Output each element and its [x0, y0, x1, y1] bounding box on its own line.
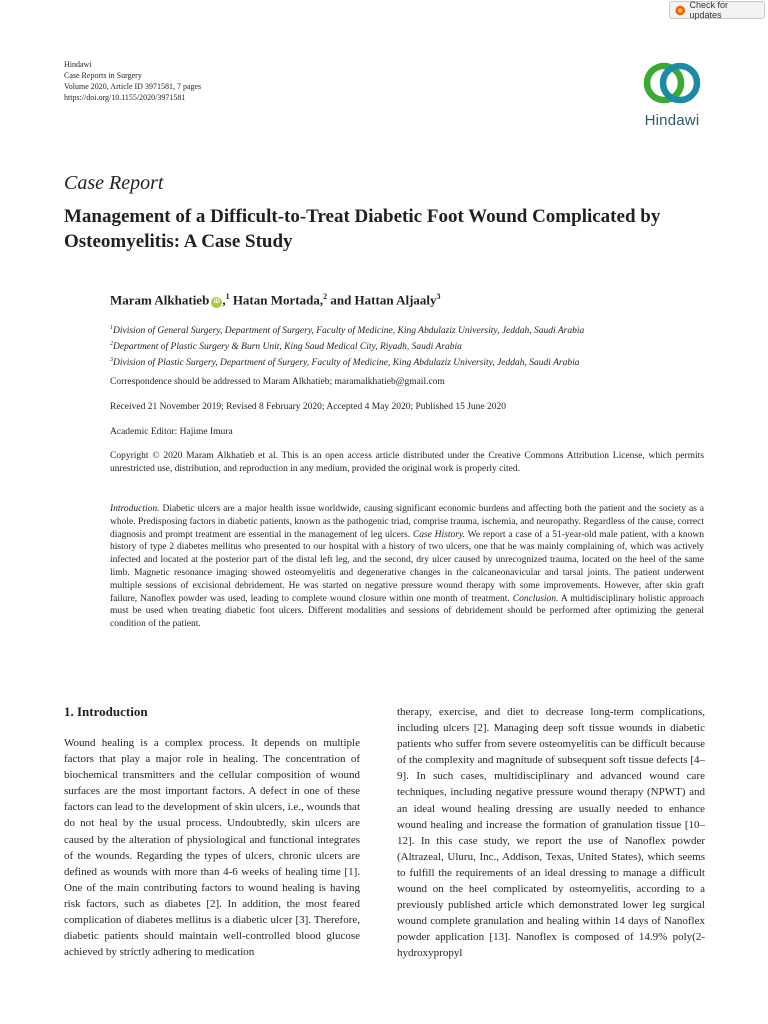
doi-link[interactable]: https://doi.org/10.1155/2020/3971581 [64, 93, 186, 102]
article-type: Case Report [64, 172, 164, 194]
affiliation: $^1$Division of General Surgery, Department of Surgery, Faculty of Medicine, King Abdulaziz University, Jeddah, Saudi Arabia [110, 325, 585, 337]
academic-editor: Academic Editor: Hajime Imura [110, 427, 233, 437]
author-affil-sup: 2 [323, 292, 328, 301]
author-name: and Hattan Aljaaly [330, 292, 437, 308]
journal-name: Case Reports in Surgery [64, 71, 142, 80]
author-name: Hatan Mortada, [232, 292, 324, 308]
author-affil-sup: 3 [436, 292, 441, 301]
check-for-updates-label: Check for updates [689, 0, 728, 20]
affiliation: $^3$Division of Plastic Surgery, Department of Surgery, Faculty of Medicine, King Abdulaziz University, Jeddah, Saudi Arabia [110, 357, 580, 369]
section-heading: 1. Introduction [64, 704, 148, 719]
volume-info: Volume 2020, Article ID 3971581, 7 pages [64, 82, 202, 91]
hindawi-logo-icon [642, 57, 702, 109]
body-text-right-column: therapy, exercise, and diet to decrease long-term complications, including ulcers [2]. Managing deep soft tissue wounds in diabetic patients who suffer from severe osteomyelitis can be difficult because of the complexity and magnitude of subsequent soft tissue defects [4–9]. In such cases, multidisciplinary and advanced wound care techniques, including negative pressure wound therapy (NPWT) and an ideal wound healing dressing are usually needed to enhance wound healing and increase the formation of granulation tissue [10–12]. In this case study, we report the use of Nanoflex powder (Altrazeal, Uluru, Inc., Addison, Texas, United States), which seems to fulfill the requirements of an ideal dressing to manage a difficult wound on the heel complicated by osteomyelitis, according to a previously published article which demonstrated lower leg surgical wound complete granulation and healing within 14 days of Nanoflex powder application [13]. Nanoflex is composed of 14.9% poly(2-hydroxypropyl [397, 706, 705, 960]
publisher-name: Hindawi [64, 60, 92, 69]
abstract-conclusion-label: Conclusion. [512, 593, 559, 604]
author-list: Maram Alkhatieb iD ,$^1$ Hatan Mortada,$^2$ and Hattan Aljaaly$^3$ [110, 292, 441, 308]
abstract-conclusion-text: A multidisciplinary holistic approach must be used when treating diabetic foot ulcers. Different modalities and sessions of debridement should be performed after optimizing the general condition of the patient. [110, 593, 704, 630]
correspondence: Correspondence should be addressed to Maram Alkhatieb; maramalkhatieb@gmail.com [110, 377, 445, 387]
abstract-case-text: We report a case of a 51-year-old male patient, with a known history of type 2 diabetes mellitus who presented to our hospital with a history of two ulcers, one that he was mainly complaining of, which was actively infected and located at the posterior part of the distal left leg, and the second, dry ulcer caused by unrecognized trauma, located on the heel of the same limb. Magnetic resonance imaging showed osteomyelitis and degenerative changes in the calcaneonavicular and tarsal joints. The patient underwent multiple sessions of excisional debridement. He was started on negative pressure wound therapy with some improvements. However, after skin graft failure, Nanoflex powder was used, leading to complete wound closure within one month of treatment. [110, 529, 704, 604]
author-affil-sup: 1 [225, 292, 230, 301]
abstract-intro-label: Introduction. [110, 504, 160, 514]
affiliations [110, 322, 584, 370]
publication-dates: Received 21 November 2019; Revised 8 February 2020; Accepted 4 May 2020; Published 15 June 2020 [110, 402, 507, 412]
orcid-icon[interactable]: iD [211, 297, 222, 308]
journal-info [64, 59, 201, 103]
check-for-updates-button[interactable] [669, 1, 765, 19]
abstract-intro-text: Diabetic ulcers are a major health issue worldwide, causing significant economic burdens and affecting both the patient and the society as a whole. Predisposing factors in diabetic patients, known as the pathogenic triad, comprise trauma, ischemia, and neuropathy. Regardless of the cause, correct diagnosis and prompt treatment are essential in the management of leg ulcers. [110, 504, 704, 540]
hindawi-logo-text: Hindawi [644, 112, 700, 129]
abstract [110, 503, 704, 631]
body-text-left-column: Wound healing is a complex process. It depends on multiple factors that play a major role in healing. The concentration of biochemical transmitters and the cellular composition of wound surfaces are the most important factors. A defect in one of these factors can lead to the development of skin ulcers, i.e., wounds that do not heal by the usual process. Undoubtedly, skin ulcers are caused by the alteration of physiological and functional integrates of the wounds. Regarding the types of ulcers, chronic ulcers are defined as wounds with more than 4-6 weeks of healing time [1]. One of the main contributing factors to wound healing is having risk factors, such as diabetes [2]. In addition, the most feared complication of diabetes mellitus is a diabetic ulcer [3]. Therefore, diabetic patients should maintain well-controlled blood glucose achieved by strictly adhering to medication [64, 737, 360, 959]
copyright-notice: Copyright © 2020 Maram Alkhatieb et al. This is an open access article distributed under the Creative Commons Attribution License, which permits unrestricted use, distribution, and reproduction in any medium, provided the original work is properly cited. [110, 451, 704, 474]
check-updates-icon [675, 5, 685, 16]
author-name: Maram Alkhatieb [110, 292, 210, 308]
hindawi-logo [634, 57, 710, 135]
article-title: Management of a Difficult-to-Treat Diabetic Foot Wound Complicated by Osteomyelitis: A Case Study [64, 206, 661, 252]
abstract-case-label: Case History. [412, 529, 466, 540]
affiliation: $^2$Department of Plastic Surgery & Burn Unit, King Saud Medical City, Riyadh, Saudi Arabia [110, 341, 462, 353]
